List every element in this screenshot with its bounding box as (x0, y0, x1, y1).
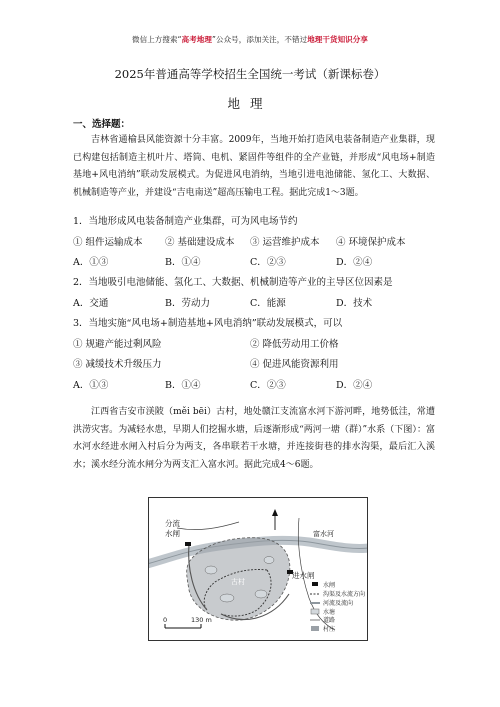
passage-1-text: 吉林省通榆县风能资源十分丰富。2009年，当地开始打造风电装备制造产业集群，现已构建包括制造主机叶片、塔筒、电机、紧固件等组件的全产业链，并形成“风电场+制造基地+风电消纳”联动发展模式。为促进风电消纳，当地引进电池储能、氢化工、大数据、机械制造等产业，并建设“吉电南送”超高压输电工程。据此完成1～3题。 (73, 135, 435, 198)
q3-choice-a: A．①③ (73, 380, 109, 391)
q1-option-4: ④ 环境保护成本 (336, 237, 406, 248)
scale-value: 130 m (191, 616, 212, 624)
banner-text-1: 微信上方搜索“ (132, 35, 182, 44)
q3-option-4: ④ 促进风能资源利用 (250, 359, 339, 370)
q2-choice-b: B．劳动力 (165, 298, 210, 309)
q1-choice-d: D．②④ (336, 257, 373, 268)
q1-option-2: ② 基础建设成本 (165, 237, 235, 248)
north-arrow-icon (272, 509, 278, 530)
section-heading: 一、选择题： (73, 119, 131, 130)
passage-2-text: 江西省吉安市渼陂（měi bēi）古村，地处赣江支流富水河下游河畔，地势低洼，常遭洪涝灾害。为减轻水患，早期人们挖掘水塘，后逐渐形成“两河一塘（群）”水系（下图）：富水河水经进水闸入村后分为两支，各串联若干水塘，并连接街巷的排水沟渠，最后汇入溪水；溪水经分流水闸分为两支汇入富水河。据此完成4～6题。 (73, 407, 435, 470)
q1-choice-a: A．①③ (73, 257, 109, 268)
legend-river: 河流及流向 (323, 600, 354, 607)
passage-2 (73, 404, 435, 474)
exam-title: 2025年普通高等学校招生全国统一考试（新课标卷） (114, 67, 386, 81)
map-svg (149, 498, 367, 640)
label-inlet-gate: 进水闸 (292, 571, 315, 580)
banner-text-2: ”公众号，添加关注，不错过 (212, 35, 308, 44)
legend-pond: 水塘 (323, 609, 336, 616)
q1-stem: 1．当地形成风电装备制造产业集群，可为风电场节约 (73, 216, 298, 227)
legend-village: 村庄 (323, 626, 336, 633)
legend-gate: 水闸 (323, 582, 336, 589)
q2-choice-d: D．技术 (336, 298, 373, 309)
q2-choice-a: A．交通 (73, 298, 109, 309)
q3-option-3: ③ 减缓技术升级压力 (73, 359, 162, 370)
banner-highlight-1: 高考地理 (181, 35, 212, 44)
q2-stem: 2．当地吸引电池储能、氢化工、大数据、机械制造等产业的主导区位因素是 (73, 277, 393, 288)
label-river: 富水河 (313, 530, 334, 538)
q3-choice-c: C．②③ (250, 380, 286, 391)
passage-1 (73, 132, 435, 202)
village-water-system-map (148, 497, 368, 641)
map-legend (310, 581, 365, 633)
q1-choice-b: B．①④ (165, 257, 201, 268)
q2-choice-c: C．能源 (250, 298, 286, 309)
road (177, 522, 239, 530)
diversion-gate-marker (185, 542, 191, 546)
subject-title: 地理 (227, 96, 273, 111)
legend-channel: 沟渠及水流方向 (323, 591, 366, 598)
q1-option-1: ① 组件运输成本 (73, 237, 143, 248)
label-diversion-gate-1: 分流 (165, 519, 180, 528)
pond (220, 594, 234, 602)
legend-village-icon (311, 626, 319, 631)
header-banner (0, 34, 500, 45)
label-diversion-gate-2: 水闸 (165, 529, 180, 538)
q1-option-3: ③ 运营维护成本 (250, 237, 320, 248)
label-village: 古村 (231, 578, 245, 586)
scale-zero: 0 (163, 616, 168, 624)
q3-option-2: ② 降低劳动用工价格 (250, 339, 339, 350)
q3-stem: 3．当地实施“风电场+制造基地+风电消纳”联动发展模式，可以 (73, 318, 343, 329)
q3-choice-d: D．②④ (336, 380, 373, 391)
pond (205, 566, 217, 574)
q3-option-1: ① 规避产能过剩风险 (73, 339, 162, 350)
legend-gate-icon (312, 582, 318, 586)
q1-choice-c: C．②③ (250, 257, 286, 268)
q3-choice-b: B．①④ (165, 380, 201, 391)
pond (255, 590, 267, 598)
pond (264, 557, 274, 564)
legend-pond-icon (311, 609, 319, 614)
legend-road: 道路 (323, 617, 336, 624)
banner-highlight-2: 地理干货知识分享 (307, 35, 368, 44)
